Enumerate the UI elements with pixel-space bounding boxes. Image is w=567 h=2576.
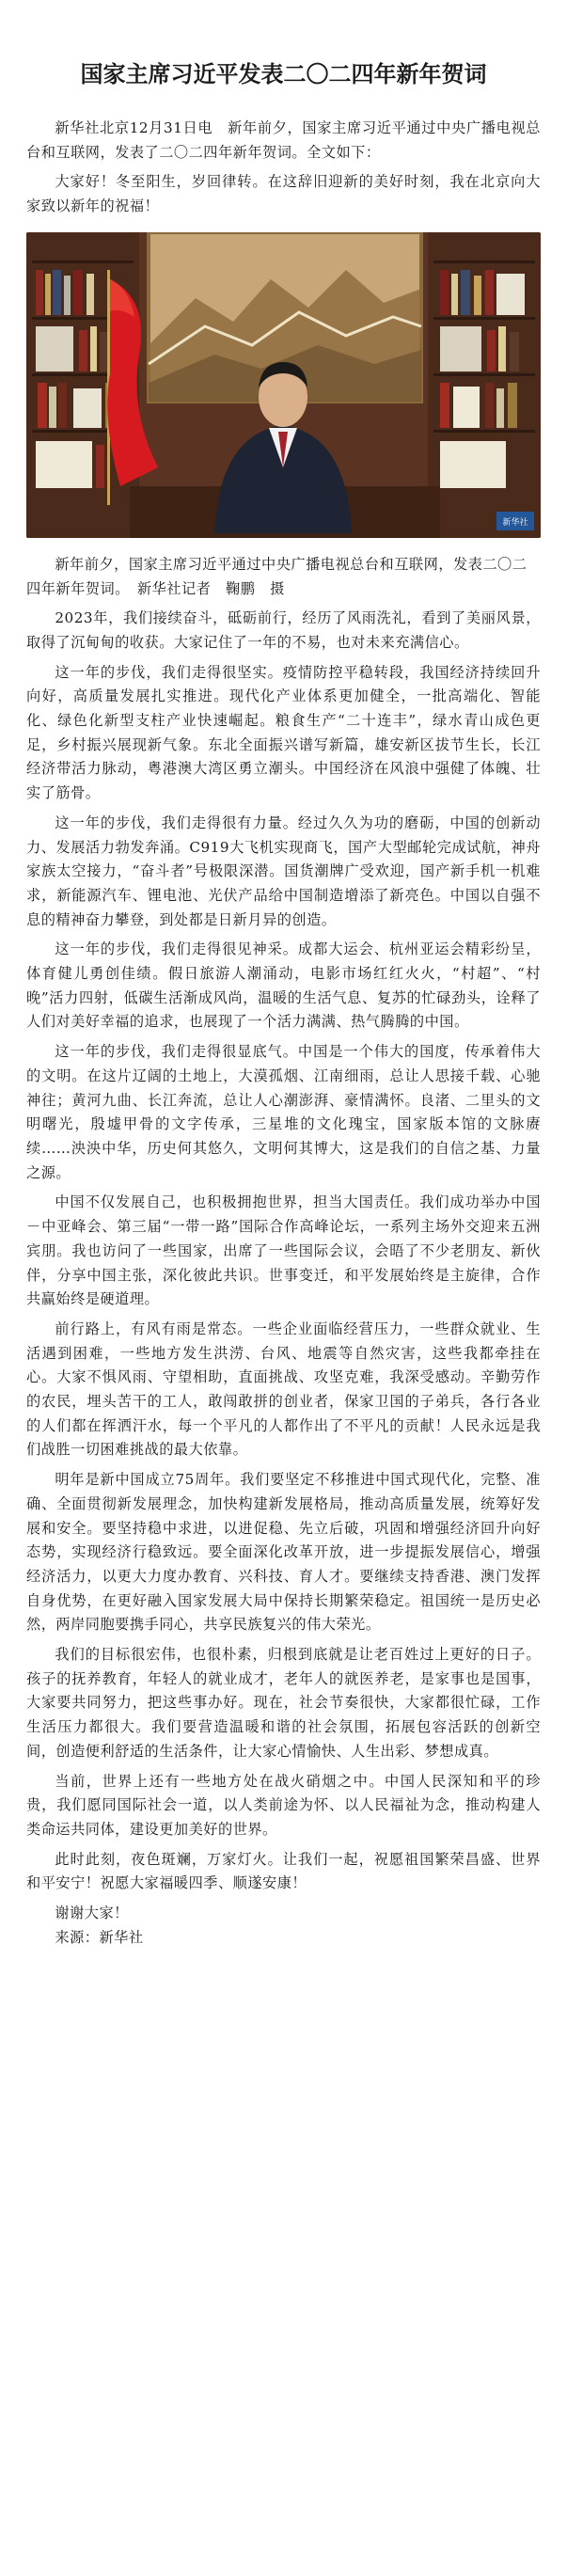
article-title: 国家主席习近平发表二〇二四年新年贺词 bbox=[80, 60, 487, 87]
body-paragraph-4: 这一年的步伐，我们走得很见神采。成都大运会、杭州亚运会精彩纷呈，体育健儿勇创佳绩。假日旅游人潮涌动，电影市场红红火火，“村超”、“村晚”活力四射，低碳生活渐成风尚，温暖的生活气息、复苏的忙碌劲头，诠释了人们对美好幸福的追求，也展现了一个活力满满、热气腾腾的中国。 bbox=[26, 940, 541, 1031]
photo-caption: 新年前夕，国家主席习近平通过中央广播电视总台和互联网，发表二〇二四年新年贺词。 新华社记者 鞠鹏 摄 bbox=[26, 555, 528, 597]
body-paragraph-8: 明年是新中国成立75周年。我们要坚定不移推进中国式现代化，完整、准确、全面贯彻新发展理念，加快构建新发展格局，推动高质量发展，统筹好发展和安全。要坚持稳中求进，以进促稳、先立后破，巩固和增强经济回升向好态势，实现经济行稳致远。要全面深化改革开放，进一步提振发展信心，增强经济活力，以更大力度办教育、兴科技、育人才。要继续支持香港、澳门发挥自身优势，在更好融入国家发展大局中保持长期繁荣稳定。祖国统一是历史必然，两岸同胞要携手同心，共享民族复兴的伟大荣光。 bbox=[26, 1471, 541, 1634]
greeting-paragraph: 大家好！冬至阳生，岁回律转。在这辞旧迎新的美好时刻，我在北京向大家致以新年的祝福！ bbox=[26, 173, 541, 215]
svg-text:新华社: 新华社 bbox=[502, 517, 528, 528]
thanks-line: 谢谢大家！ bbox=[55, 1904, 129, 1922]
body-paragraph-11: 此时此刻，夜色斑斓，万家灯火。让我们一起，祝愿祖国繁荣昌盛、世界和平安宁！祝愿大家福暖四季、顺遂安康！ bbox=[26, 1850, 541, 1892]
body-paragraph-9: 我们的目标很宏伟，也很朴素，归根到底就是让老百姓过上更好的日子。孩子的抚养教育，年轻人的就业成才，老年人的就医养老，是家事也是国事，大家要共同努力，把这些事办好。现在，社会节奏很快，大家都很忙碌，工作生活压力都很大。我们要营造温暖和谐的社会氛围，拓展包容活跃的创新空间，创造便利舒适的生活条件，让大家心情愉快、人生出彩、梦想成真。 bbox=[26, 1646, 541, 1760]
xinhua-watermark bbox=[496, 512, 534, 530]
source-line: 来源：新华社 bbox=[55, 1928, 144, 1946]
body-paragraph-7: 前行路上，有风有雨是常态。一些企业面临经营压力，一些群众就业、生活遇到困难，一些地方发生洪涝、台风、地震等自然灾害，这些我都牵挂在心。大家不惧风雨、守望相助，直面挑战、攻坚克难，我深受感动。辛勤劳作的农民，埋头苦干的工人，敢闯敢拼的创业者，保家卫国的子弟兵，各行各业的人们都在挥洒汗水，每一个平凡的人都作出了不平凡的贡献！人民永远是我们战胜一切困难挑战的最大依靠。 bbox=[26, 1320, 541, 1459]
body-paragraph-2: 这一年的步伐，我们走得很坚实。疫情防控平稳转段，我国经济持续回升向好，高质量发展扎实推进。现代化产业体系更加健全，一批高端化、智能化、绿色化新型支柱产业快速崛起。粮食生产“二十连丰”，绿水青山成色更足，乡村振兴展现新气象。东北全面振兴谱写新篇，雄安新区拔节生长，长江经济带活力脉动，粤港澳大湾区勇立潮头。中国经济在风浪中强健了体魄、壮实了筋骨。 bbox=[26, 663, 541, 802]
lead-paragraph: 新华社北京12月31日电 新年前夕，国家主席习近平通过中央广播电视总台和互联网，发表了二〇二四年新年贺词。全文如下： bbox=[26, 119, 541, 161]
right-bookshelf bbox=[428, 232, 541, 538]
body-paragraph-10: 当前，世界上还有一些地方处在战火硝烟之中。中国人民深知和平的珍贵，我们愿同国际社会一道，以人类前途为怀、以人民福祉为念，推动构建人类命运共同体，建设更加美好的世界。 bbox=[26, 1772, 541, 1838]
body-paragraph-6: 中国不仅发展自己，也积极拥抱世界，担当大国责任。我们成功举办中国－中亚峰会、第三届“一带一路”国际合作高峰论坛，一系列主场外交迎来五洲宾朋。我也访问了一些国家，出席了一些国际会议，会晤了不少老朋友、新伙伴，分享中国主张，深化彼此共识。世事变迁，和平发展始终是主旋律，合作共赢始终是硬道理。 bbox=[26, 1193, 541, 1308]
news-photo bbox=[26, 232, 541, 538]
body-paragraph-1: 2023年，我们接续奋斗，砥砺前行，经历了风雨洗礼，看到了美丽风景，取得了沉甸甸的收获。大家记住了一年的不易，也对未来充满信心。 bbox=[26, 609, 541, 651]
news-photo-illustration bbox=[26, 232, 541, 538]
body-paragraph-5: 这一年的步伐，我们走得很显底气。中国是一个伟大的国度，传承着伟大的文明。在这片辽阔的土地上，大漠孤烟、江南细雨，总让人思接千载、心驰神往；黄河九曲、长江奔流，总让人心潮澎湃、豪情满怀。良渚、二里头的文明曙光，殷墟甲骨的文字传承，三星堆的文化瑰宝，国家版本馆的文脉赓续……泱泱中华，历史何其悠久，文明何其博大，这是我们的自信之基、力量之源。 bbox=[26, 1043, 541, 1181]
body-paragraph-3: 这一年的步伐，我们走得很有力量。经过久久为功的磨砺，中国的创新动力、发展活力勃发奔涌。C919大飞机实现商飞，国产大型邮轮完成试航，神舟家族太空接力，“奋斗者”号极限深潜。国货潮牌广受欢迎，国产新手机一机难求，新能源汽车、锂电池、光伏产品给中国制造增添了新亮色。中国以自强不息的精神奋力攀登，到处都是日新月异的创造。 bbox=[26, 814, 541, 928]
